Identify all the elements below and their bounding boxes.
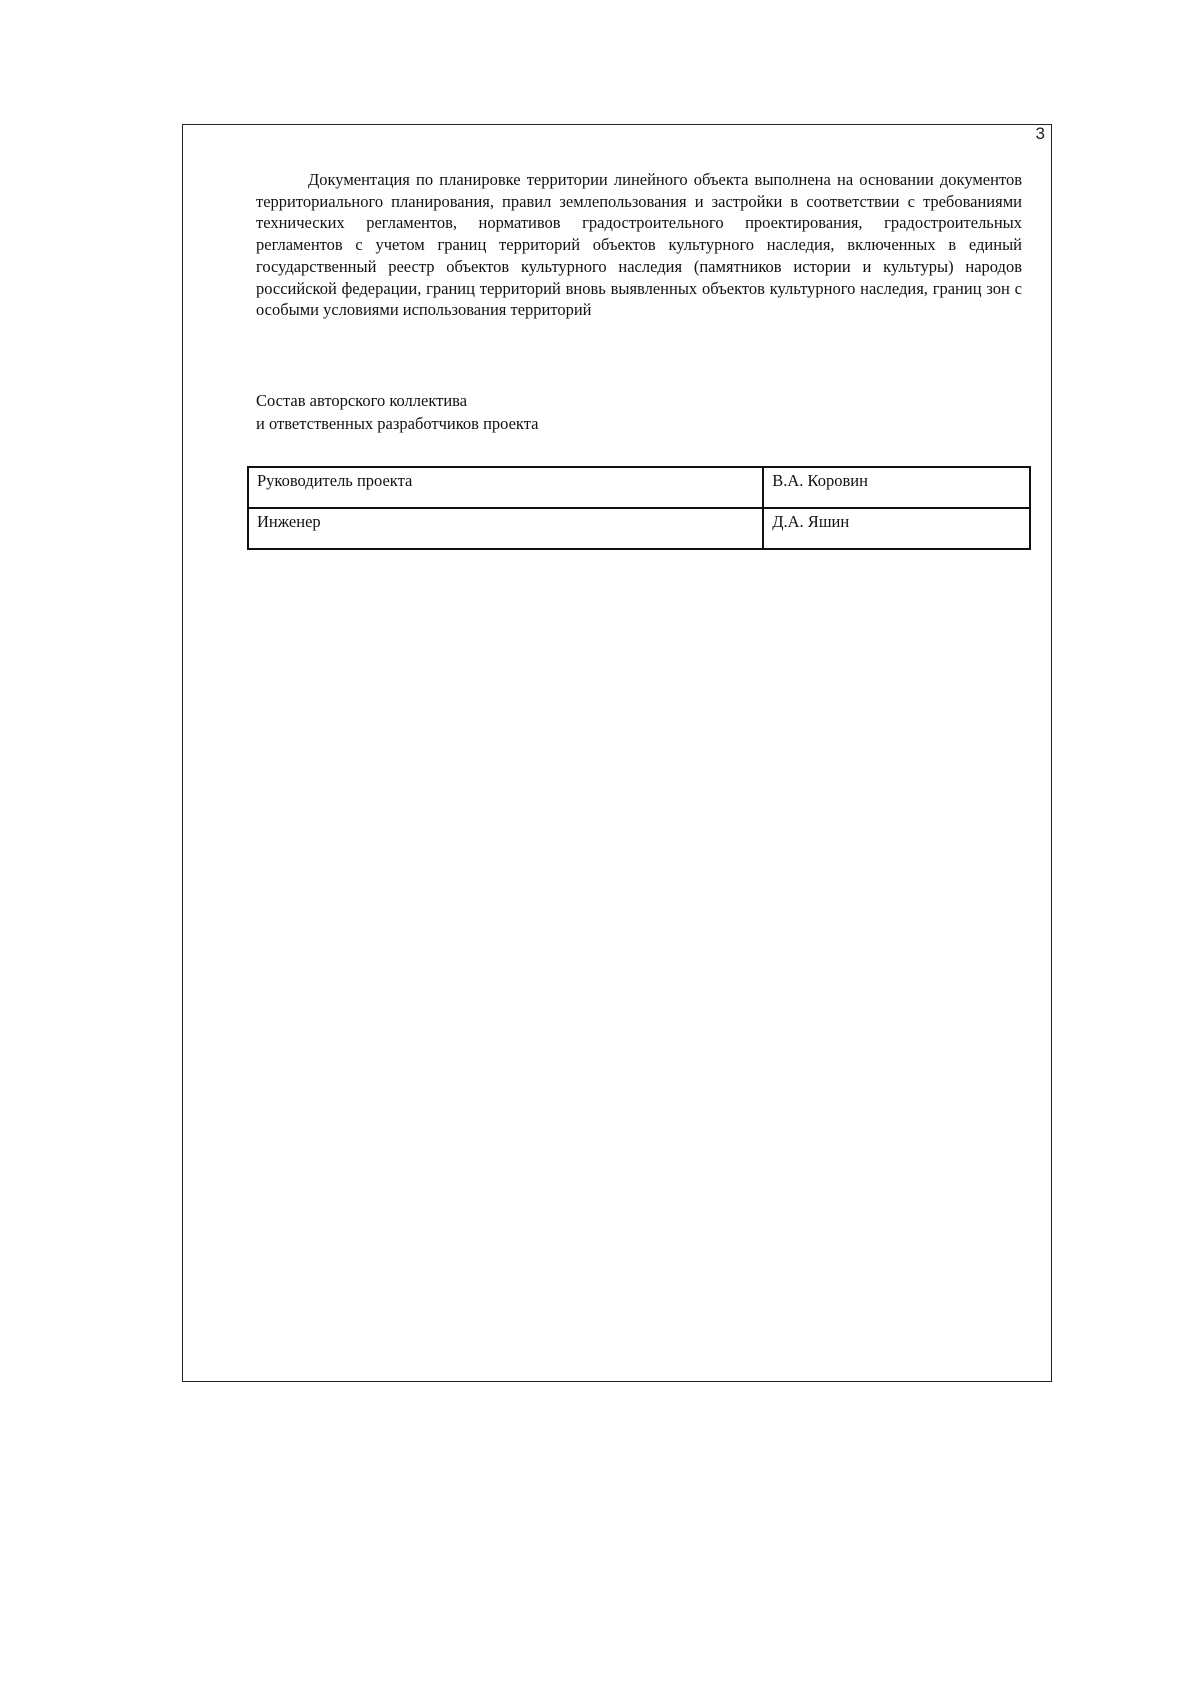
page-number: 3: [1035, 124, 1045, 143]
team-heading-line-1: Состав авторского коллектива: [256, 391, 468, 410]
name-cell: В.А. Коровин: [763, 467, 1030, 508]
role-cell: Руководитель проекта: [248, 467, 763, 508]
role-cell: Инженер: [248, 508, 763, 549]
team-table: [247, 466, 1031, 550]
page-frame: [182, 124, 1052, 1382]
name-cell: Д.А. Яшин: [763, 508, 1030, 549]
intro-paragraph: Документация по планировке территории линейного объекта выполнена на основании документов территориального планирования, правил землепользования и застройки в соответствии с требованиями технических регламентов, нормативов градостроительного проектирования, градостроительных регламентов с учетом границ территорий объектов культурного наследия, включенных в единый государственный реестр объектов культурного наследия (памятников истории и культуры) народов российской федерации, границ территорий вновь выявленных объектов культурного наследия, границ зон с особыми условиями использования территорий: [256, 170, 1022, 320]
team-heading: [256, 389, 856, 435]
team-heading-line-2: и ответственных разработчиков проекта: [256, 414, 539, 433]
table-row: [248, 467, 1030, 508]
table-row: [248, 508, 1030, 549]
